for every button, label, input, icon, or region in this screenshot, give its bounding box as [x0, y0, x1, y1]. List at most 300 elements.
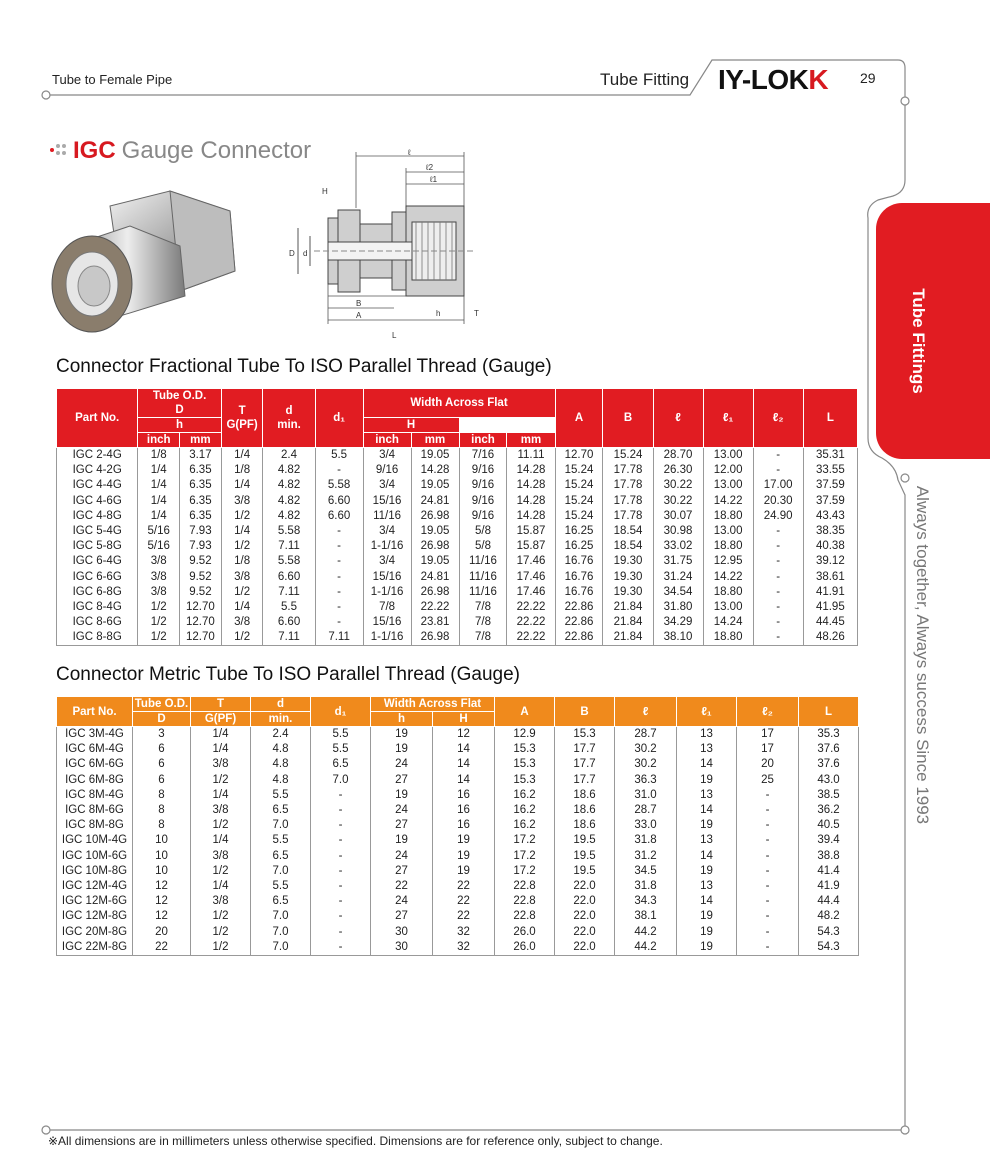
- table-cell: 39.4: [799, 833, 859, 848]
- table-cell: 27: [371, 864, 433, 879]
- table-cell: 18.80: [703, 630, 753, 646]
- table-cell: -: [315, 585, 363, 600]
- th-a: A: [555, 389, 603, 448]
- svg-text:D: D: [289, 249, 295, 258]
- table-cell: -: [315, 524, 363, 539]
- table-cell: 16.2: [495, 818, 555, 833]
- table-cell: 3/8: [191, 757, 251, 772]
- table-cell: 3/8: [221, 570, 263, 585]
- table-row: [57, 615, 858, 630]
- th-d1: d₁: [315, 389, 363, 448]
- table-cell: 7.11: [263, 539, 315, 554]
- table-cell: 13: [677, 742, 737, 757]
- table-cell: 7/16: [459, 448, 507, 464]
- th-h-inch: inch: [363, 433, 411, 448]
- th2-l2: ℓ₂: [737, 697, 799, 727]
- table-cell: 18.80: [703, 585, 753, 600]
- table-cell: -: [315, 600, 363, 615]
- table-cell: 19: [371, 727, 433, 743]
- table-cell: 14: [677, 894, 737, 909]
- table-cell: 1/4: [191, 742, 251, 757]
- table-cell: 9.52: [180, 570, 222, 585]
- table-cell: 17.78: [603, 478, 653, 493]
- table-cell: 21.84: [603, 600, 653, 615]
- th2-l: ℓ: [615, 697, 677, 727]
- part-number-cell: IGC 4-8G: [57, 509, 138, 524]
- table-cell: 24: [371, 894, 433, 909]
- table-row: [57, 494, 858, 509]
- part-number-cell: IGC 12M-4G: [57, 879, 133, 894]
- table-cell: 5.5: [251, 833, 311, 848]
- table-cell: 6.60: [263, 615, 315, 630]
- table-row: [57, 909, 859, 924]
- part-number-cell: IGC 4-2G: [57, 463, 138, 478]
- table-cell: -: [311, 879, 371, 894]
- table-cell: 24: [371, 849, 433, 864]
- table-cell: 13: [677, 727, 737, 743]
- table-cell: 1/2: [221, 630, 263, 646]
- part-number-cell: IGC 20M-8G: [57, 924, 133, 939]
- th-mm: mm: [180, 433, 222, 448]
- table-cell: 1/2: [191, 773, 251, 788]
- table-cell: 12.95: [703, 554, 753, 569]
- table-cell: 17.78: [603, 494, 653, 509]
- table-cell: -: [315, 463, 363, 478]
- table-cell: 5/8: [459, 524, 507, 539]
- table-cell: 11/16: [459, 554, 507, 569]
- table-cell: 44.2: [615, 924, 677, 939]
- th-H-inch: inch: [459, 433, 507, 448]
- table-cell: 30.98: [653, 524, 703, 539]
- th-l1: ℓ₁: [703, 389, 753, 448]
- table-cell: 44.4: [799, 894, 859, 909]
- table-cell: 26.98: [411, 630, 459, 646]
- table-cell: 1-1/16: [363, 585, 411, 600]
- table-cell: 30: [371, 940, 433, 956]
- th-part-no: Part No.: [57, 389, 138, 448]
- table-cell: 4.82: [263, 463, 315, 478]
- table-cell: 19: [371, 833, 433, 848]
- table-cell: 11.11: [507, 448, 555, 464]
- table-cell: 1/4: [221, 524, 263, 539]
- table-cell: 21.84: [603, 615, 653, 630]
- table-cell: 17.7: [555, 773, 615, 788]
- table-cell: 3.17: [180, 448, 222, 464]
- part-number-cell: IGC 3M-4G: [57, 727, 133, 743]
- table-cell: 14.28: [507, 509, 555, 524]
- table-cell: 28.70: [653, 448, 703, 464]
- table-cell: 1/2: [221, 509, 263, 524]
- page-subtitle: Tube to Female Pipe: [52, 72, 173, 87]
- th2-a: A: [495, 697, 555, 727]
- table-cell: 23.81: [411, 615, 459, 630]
- table-cell: -: [753, 600, 803, 615]
- table-cell: 26.0: [495, 924, 555, 939]
- table-cell: 38.10: [653, 630, 703, 646]
- part-number-cell: IGC 12M-8G: [57, 909, 133, 924]
- table-cell: 8: [133, 788, 191, 803]
- table-cell: 7.0: [251, 818, 311, 833]
- th2-total-l: L: [799, 697, 859, 727]
- table-cell: -: [737, 818, 799, 833]
- table-cell: 43.43: [803, 509, 857, 524]
- table-cell: 1/4: [138, 478, 180, 493]
- table-cell: 31.8: [615, 833, 677, 848]
- table-row: [57, 940, 859, 956]
- part-number-cell: IGC 6M-6G: [57, 757, 133, 772]
- svg-text:h: h: [436, 309, 441, 318]
- table-cell: -: [311, 833, 371, 848]
- table-cell: 14: [433, 757, 495, 772]
- table-cell: 2.4: [251, 727, 311, 743]
- table-cell: 1/4: [191, 879, 251, 894]
- table-cell: 9/16: [459, 509, 507, 524]
- table-cell: 4.8: [251, 757, 311, 772]
- table-cell: 18.80: [703, 509, 753, 524]
- table-row: [57, 788, 859, 803]
- th2-d: d: [251, 697, 311, 712]
- th2-waf: Width Across Flat: [371, 697, 495, 712]
- table-cell: 15.3: [495, 742, 555, 757]
- table-cell: 18.80: [703, 539, 753, 554]
- table-cell: 22.22: [507, 600, 555, 615]
- table-cell: -: [311, 818, 371, 833]
- th-inch: inch: [138, 433, 180, 448]
- table-cell: 35.3: [799, 727, 859, 743]
- table-cell: 36.3: [615, 773, 677, 788]
- table-cell: 41.95: [803, 600, 857, 615]
- table-cell: -: [753, 524, 803, 539]
- table-cell: 41.9: [799, 879, 859, 894]
- part-number-cell: IGC 6-6G: [57, 570, 138, 585]
- table-cell: 22: [433, 909, 495, 924]
- table-cell: 6.5: [251, 849, 311, 864]
- table-cell: 19.30: [603, 585, 653, 600]
- table-cell: 3/8: [191, 803, 251, 818]
- table-cell: 30.22: [653, 478, 703, 493]
- table-cell: 19.05: [411, 448, 459, 464]
- table-cell: 22.22: [507, 630, 555, 646]
- table-cell: 27: [371, 773, 433, 788]
- part-number-cell: IGC 6M-4G: [57, 742, 133, 757]
- table-cell: 3/8: [221, 615, 263, 630]
- table-cell: 1/4: [191, 788, 251, 803]
- table-cell: -: [753, 448, 803, 464]
- table-cell: 7/8: [459, 630, 507, 646]
- table-cell: 6: [133, 773, 191, 788]
- table-cell: 7.0: [251, 940, 311, 956]
- part-number-cell: IGC 8-4G: [57, 600, 138, 615]
- table-row: [57, 924, 859, 939]
- table-cell: 11/16: [363, 509, 411, 524]
- product-photo: [50, 186, 240, 346]
- table-cell: 14: [677, 803, 737, 818]
- table-cell: 31.0: [615, 788, 677, 803]
- table-cell: 24.90: [753, 509, 803, 524]
- part-number-cell: IGC 8M-6G: [57, 803, 133, 818]
- table-cell: 31.75: [653, 554, 703, 569]
- slogan: Always together, Always success Since 1993: [913, 485, 932, 825]
- table-cell: 3/4: [363, 554, 411, 569]
- th-tube-od: Tube O.D. D: [138, 389, 221, 418]
- table-cell: 12.70: [180, 600, 222, 615]
- part-number-cell: IGC 6M-8G: [57, 773, 133, 788]
- table-cell: 26.0: [495, 940, 555, 956]
- table-cell: 12.70: [180, 630, 222, 646]
- table-cell: 3/8: [138, 585, 180, 600]
- table-cell: 14.28: [507, 463, 555, 478]
- table-cell: 22.8: [495, 894, 555, 909]
- side-tab-label: Tube Fittings: [909, 288, 928, 394]
- table-cell: 1/2: [191, 909, 251, 924]
- table-cell: 5/16: [138, 524, 180, 539]
- table-cell: -: [737, 803, 799, 818]
- table-cell: 1/4: [191, 833, 251, 848]
- table-cell: 17.2: [495, 849, 555, 864]
- table-cell: 17.7: [555, 742, 615, 757]
- table-cell: 1/2: [191, 864, 251, 879]
- table-cell: 34.3: [615, 894, 677, 909]
- table-cell: 19: [371, 742, 433, 757]
- table-cell: 22: [433, 894, 495, 909]
- table-cell: 33.02: [653, 539, 703, 554]
- table-cell: 28.7: [615, 803, 677, 818]
- table-cell: 1/2: [191, 818, 251, 833]
- table-cell: 14.22: [703, 570, 753, 585]
- table-cell: 10: [133, 864, 191, 879]
- th-H-mm: mm: [507, 433, 555, 448]
- th2-b: B: [555, 697, 615, 727]
- table-cell: 30.22: [653, 494, 703, 509]
- table-cell: 3/4: [363, 524, 411, 539]
- table-cell: 31.24: [653, 570, 703, 585]
- table-cell: 3/8: [191, 849, 251, 864]
- table-cell: 7.0: [251, 864, 311, 879]
- table-cell: -: [311, 803, 371, 818]
- table-row: [57, 509, 858, 524]
- table-cell: 13: [677, 879, 737, 894]
- table-cell: 15/16: [363, 570, 411, 585]
- th-h: h: [138, 418, 221, 433]
- table-cell: 7.0: [251, 909, 311, 924]
- table-cell: 5.58: [263, 524, 315, 539]
- table-cell: 1/4: [221, 478, 263, 493]
- th2-d-sub: min.: [251, 712, 311, 727]
- table-cell: 14: [433, 742, 495, 757]
- table-cell: 6.60: [315, 509, 363, 524]
- th-l: ℓ: [653, 389, 703, 448]
- th2-h: h: [371, 712, 433, 727]
- table-cell: 6.35: [180, 478, 222, 493]
- fractional-table: [56, 388, 858, 646]
- table-cell: 3/8: [138, 554, 180, 569]
- table-cell: 17.78: [603, 463, 653, 478]
- table-cell: 22.22: [411, 600, 459, 615]
- table-cell: 15.24: [555, 463, 603, 478]
- table-row: [57, 818, 859, 833]
- table-cell: 14.28: [507, 478, 555, 493]
- table-cell: -: [753, 630, 803, 646]
- table-cell: 16.2: [495, 788, 555, 803]
- svg-text:H: H: [322, 187, 328, 196]
- table-row: [57, 864, 859, 879]
- table-cell: -: [315, 570, 363, 585]
- table1-title: Connector Fractional Tube To ISO Parallel Thread (Gauge): [56, 356, 552, 377]
- table-cell: 6.5: [311, 757, 371, 772]
- table-cell: 19.5: [555, 833, 615, 848]
- table-cell: 10: [133, 833, 191, 848]
- table-cell: 48.2: [799, 909, 859, 924]
- table-cell: 24.81: [411, 570, 459, 585]
- table-cell: 5.5: [251, 879, 311, 894]
- table-cell: 1/2: [191, 940, 251, 956]
- table-cell: 17: [737, 727, 799, 743]
- table-cell: 9/16: [459, 478, 507, 493]
- table-cell: 1-1/16: [363, 630, 411, 646]
- th-d: d min.: [263, 389, 315, 448]
- table-cell: 8: [133, 803, 191, 818]
- table-cell: 37.6: [799, 742, 859, 757]
- table-cell: 7/8: [363, 600, 411, 615]
- table-cell: 16.76: [555, 585, 603, 600]
- table-cell: 7/8: [459, 615, 507, 630]
- footnote: ※All dimensions are in millimeters unless otherwise specified. Dimensions are for reference only, subject to change.: [48, 1134, 663, 1148]
- th-b: B: [603, 389, 653, 448]
- svg-text:d: d: [303, 249, 308, 258]
- table-cell: 32: [433, 924, 495, 939]
- table-cell: 34.54: [653, 585, 703, 600]
- table-cell: -: [311, 940, 371, 956]
- table-row: [57, 478, 858, 493]
- table-cell: 22: [371, 879, 433, 894]
- table-cell: 12: [133, 909, 191, 924]
- table-cell: 20: [133, 924, 191, 939]
- table-cell: 44.45: [803, 615, 857, 630]
- table-cell: 17: [737, 742, 799, 757]
- table-cell: 10: [133, 849, 191, 864]
- table-cell: -: [737, 879, 799, 894]
- table-cell: 15.24: [555, 494, 603, 509]
- table-cell: 37.6: [799, 757, 859, 772]
- table-cell: 6.60: [315, 494, 363, 509]
- table-cell: 16: [433, 803, 495, 818]
- table-cell: 19: [433, 864, 495, 879]
- table-cell: 22.0: [555, 894, 615, 909]
- part-number-cell: IGC 8M-4G: [57, 788, 133, 803]
- table-cell: 30.07: [653, 509, 703, 524]
- table-cell: 1/8: [138, 448, 180, 464]
- table-cell: 7.93: [180, 539, 222, 554]
- table-cell: 15.3: [495, 757, 555, 772]
- table-cell: 26.98: [411, 585, 459, 600]
- table-cell: 9/16: [363, 463, 411, 478]
- table-cell: 9/16: [459, 463, 507, 478]
- table-cell: -: [737, 924, 799, 939]
- table-cell: 15.87: [507, 524, 555, 539]
- table-cell: 19: [677, 924, 737, 939]
- table-row: [57, 849, 859, 864]
- table-cell: -: [737, 849, 799, 864]
- part-number-cell: IGC 22M-8G: [57, 940, 133, 956]
- part-number-cell: IGC 10M-4G: [57, 833, 133, 848]
- table-cell: 54.3: [799, 940, 859, 956]
- table-cell: 19.05: [411, 524, 459, 539]
- table-cell: 16: [433, 788, 495, 803]
- table-cell: -: [315, 615, 363, 630]
- table-row: [57, 448, 858, 464]
- table-cell: 19: [677, 909, 737, 924]
- th2-t-sub: G(PF): [191, 712, 251, 727]
- table-cell: 7.11: [263, 585, 315, 600]
- table-cell: 30.2: [615, 742, 677, 757]
- table-cell: 1/8: [221, 463, 263, 478]
- table-cell: 11/16: [459, 570, 507, 585]
- table-cell: 15.24: [603, 448, 653, 464]
- table-cell: 15.24: [555, 509, 603, 524]
- table-cell: 15/16: [363, 494, 411, 509]
- table-cell: -: [737, 940, 799, 956]
- table-cell: -: [753, 570, 803, 585]
- table-cell: 1-1/16: [363, 539, 411, 554]
- th-waf: Width Across Flat: [363, 389, 555, 418]
- table-cell: 15.87: [507, 539, 555, 554]
- table-cell: 22.0: [555, 879, 615, 894]
- table-cell: 1/2: [191, 924, 251, 939]
- svg-text:L: L: [392, 331, 397, 340]
- table-cell: 3: [133, 727, 191, 743]
- table-cell: 13: [677, 788, 737, 803]
- table-cell: 7/8: [459, 600, 507, 615]
- table-row: [57, 463, 858, 478]
- table-cell: -: [753, 554, 803, 569]
- table-cell: 26.30: [653, 463, 703, 478]
- table-row: [57, 894, 859, 909]
- table-cell: -: [737, 788, 799, 803]
- table-cell: 22.0: [555, 940, 615, 956]
- table-cell: 14: [433, 773, 495, 788]
- table-cell: 15.3: [555, 727, 615, 743]
- table-cell: 19.05: [411, 478, 459, 493]
- table-cell: 1/2: [138, 630, 180, 646]
- table-cell: 31.80: [653, 600, 703, 615]
- table-cell: 16.2: [495, 803, 555, 818]
- table-cell: 5.5: [311, 742, 371, 757]
- svg-text:ℓ1: ℓ1: [430, 175, 438, 184]
- table2-title: Connector Metric Tube To ISO Parallel Thread (Gauge): [56, 664, 520, 685]
- table-cell: 19: [677, 818, 737, 833]
- table-row: [57, 879, 859, 894]
- table-cell: 19: [677, 940, 737, 956]
- table-cell: 27: [371, 909, 433, 924]
- table-cell: 9.52: [180, 554, 222, 569]
- table-cell: 35.31: [803, 448, 857, 464]
- table-cell: 16.25: [555, 539, 603, 554]
- table-cell: 1/4: [138, 509, 180, 524]
- table-cell: 1/4: [138, 463, 180, 478]
- table-cell: 3/4: [363, 448, 411, 464]
- technical-drawing: [284, 148, 494, 344]
- table-cell: 39.12: [803, 554, 857, 569]
- table-cell: 19.5: [555, 849, 615, 864]
- table-row: [57, 773, 859, 788]
- table-cell: -: [737, 894, 799, 909]
- th-total-l: L: [803, 389, 857, 448]
- table-cell: 37.59: [803, 494, 857, 509]
- table-cell: 20: [737, 757, 799, 772]
- table-cell: 4.82: [263, 478, 315, 493]
- table-cell: 25: [737, 773, 799, 788]
- table-cell: 22.86: [555, 630, 603, 646]
